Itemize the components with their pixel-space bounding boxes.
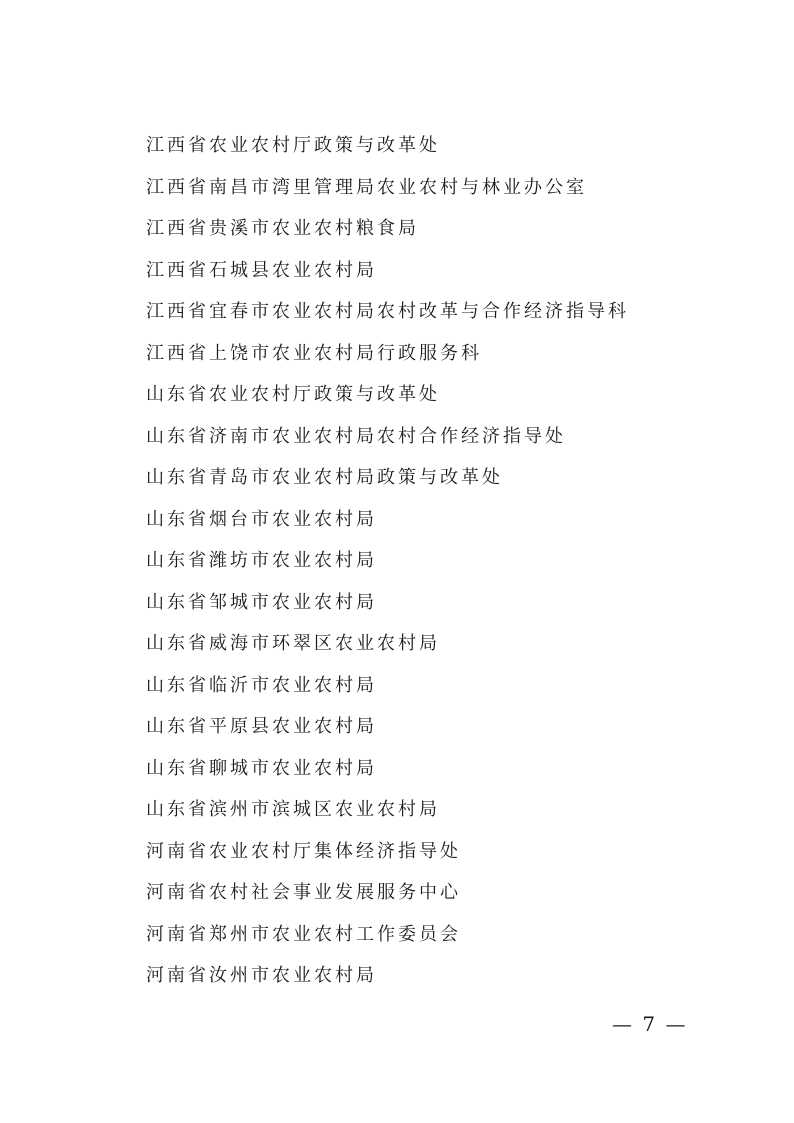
list-item: 山东省滨州市滨城区农业农村局 xyxy=(146,799,440,820)
organization-list xyxy=(146,128,629,1000)
list-item: 河南省汝州市农业农村局 xyxy=(146,965,377,986)
list-item: 山东省青岛市农业农村局政策与改革处 xyxy=(146,467,503,488)
list-item: 山东省农业农村厅政策与改革处 xyxy=(146,384,440,405)
list-item: 山东省平原县农业农村局 xyxy=(146,716,377,737)
list-item: 山东省邹城市农业农村局 xyxy=(146,591,377,613)
list-item: 江西省贵溪市农业农村粮食局 xyxy=(146,218,419,239)
list-item: 河南省农业农村厅集体经济指导处 xyxy=(146,840,461,862)
list-item: 江西省石城县农业农村局 xyxy=(146,259,377,281)
list-item: 江西省农业农村厅政策与改革处 xyxy=(146,135,440,156)
list-item: 江西省上饶市农业农村局行政服务科 xyxy=(146,342,482,364)
list-item: 江西省宜春市农业农村局农村改革与合作经济指导科 xyxy=(146,301,629,322)
list-item: 山东省济南市农业农村局农村合作经济指导处 xyxy=(146,425,566,447)
list-item: 江西省南昌市湾里管理局农业农村与林业办公室 xyxy=(146,176,587,198)
list-item: 河南省郑州市农业农村工作委员会 xyxy=(146,923,461,945)
list-item: 山东省威海市环翠区农业农村局 xyxy=(146,633,440,654)
list-item: 河南省农村社会事业发展服务中心 xyxy=(146,882,461,903)
list-item: 山东省临沂市农业农村局 xyxy=(146,674,377,696)
page-number: — 7 — xyxy=(612,1012,688,1036)
list-item: 山东省潍坊市农业农村局 xyxy=(146,550,377,571)
list-item: 山东省烟台市农业农村局 xyxy=(146,508,377,530)
list-item: 山东省聊城市农业农村局 xyxy=(146,757,377,779)
